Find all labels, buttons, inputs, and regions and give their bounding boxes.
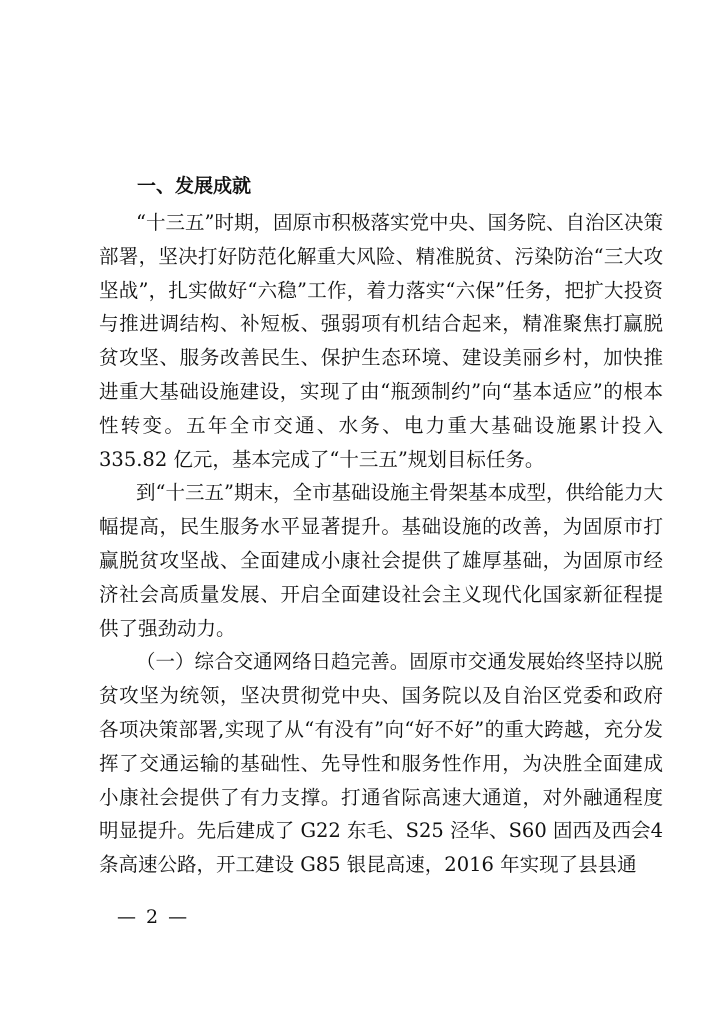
document-body <box>99 206 663 882</box>
paragraph-line: 入 335.82 亿元，基本完成了“十三五”规划目标任务。 <box>99 413 663 471</box>
paragraph-line: 度明显提升。先后建成了 G22 东毛、S25 泾华、S60 固西及西会 <box>99 785 663 843</box>
paragraph-line: 提供了强劲动力。 <box>99 582 663 640</box>
page-number: — 2 — <box>117 906 190 928</box>
paragraph-line: 4 条高速公路，开工建设 G85 银昆高速，2016 年实现了县县通 <box>99 819 663 877</box>
paragraph-line: 经济社会高质量发展、开启全面建设社会主义现代化国家新征程 <box>99 548 663 606</box>
section-heading: 一、发展成就 <box>137 175 252 197</box>
paragraph-line: 大攻坚战”，扎实做好“六稳”工作，着力落实“六保”任务，把扩 <box>99 244 663 302</box>
paragraph-line: 加快推进重大基础设施建设，实现了由“瓶颈制约”向“基本适应” <box>99 346 663 403</box>
paragraph-line: 策部署，坚决打好防范化解重大风险、精准脱贫、污染防治“三 <box>99 211 663 268</box>
paragraph-achievements <box>99 206 663 476</box>
paragraph-line: 固原市交通发展始终坚持以 <box>409 650 644 674</box>
paragraph-line: “十三五”时期，固原市积极落实党中央、国务院、自治区决 <box>136 211 644 234</box>
paragraph-line: 打赢脱贫攻坚战、全面建成小康社会提供了雄厚基础，为固原市 <box>99 515 663 572</box>
paragraph-transport <box>99 645 663 882</box>
paragraph-line: 大幅提高，民生服务水平显著提升。基础设施的改善，为固原市 <box>99 481 663 539</box>
paragraph-line: 到“十三五”期末，全市基础设施主骨架基本成型，供给能力 <box>136 481 644 505</box>
paragraph-line: 发挥了交通运输的基础性、先导性和服务性作用，为决胜全面建 <box>99 717 663 775</box>
subsection-title: （一）综合交通网络日趋完善。 <box>136 650 410 674</box>
paragraph-line: 成小康社会提供了有力支撑。打通省际高速大通道，对外融通程 <box>99 751 663 809</box>
paragraph-line: 脱贫攻坚为统领，坚决贯彻党中央、国务院以及自治区党委和政 <box>99 650 663 708</box>
paragraph-line: 府各项决策部署,实现了从“有没有”向“好不好”的重大跨越，充分 <box>99 684 663 741</box>
paragraph-line: 的根本性转变。五年全市交通、水务、电力重大基础设施累计投 <box>99 379 663 437</box>
paragraph-line: 打赢脱贫攻坚、服务改善民生、保护生态环境、建设美丽乡村， <box>99 312 663 370</box>
paragraph-line: 大投资与推进调结构、补短板、强弱项有机结合起来，精准聚焦 <box>99 278 663 336</box>
paragraph-infrastructure <box>99 476 663 645</box>
